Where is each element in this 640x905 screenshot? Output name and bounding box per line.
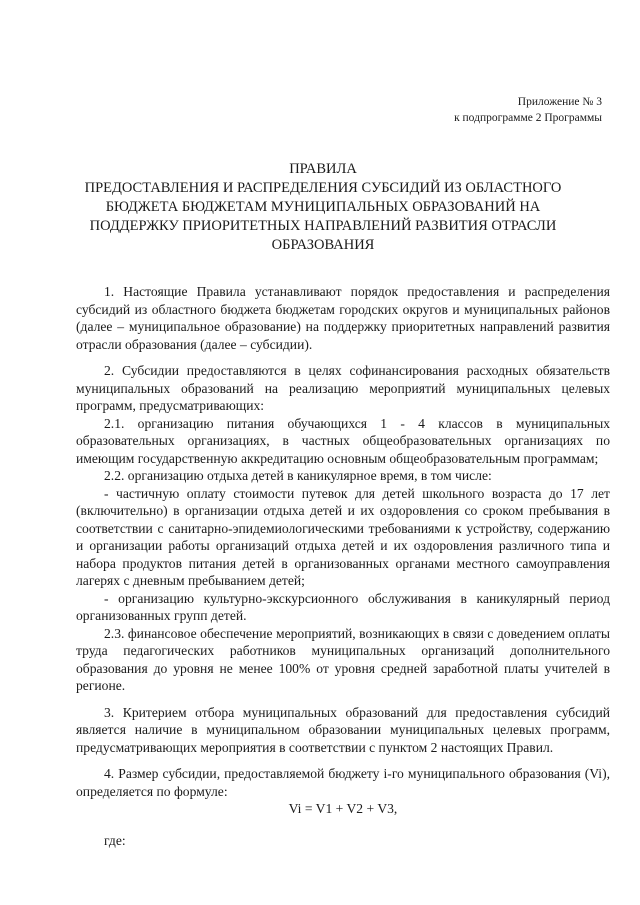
document-title: [80, 160, 566, 255]
appendix-reference: [454, 94, 602, 126]
paragraph-3: 3. Критерием отбора муниципальных образований для предоставления субсидий является наличие в муниципальном образовании муниципальных целевых программ, предусматривающих мероприятия в соответствии с пунктом 2 настоящих Правил.: [76, 704, 610, 755]
subsidy-formula: Vi = V1 + V2 + V3,: [288, 801, 398, 816]
paragraph-2-2-item-1: - частичную оплату стоимости путевок для детей школьного возраста до 17 лет (включительно) в организации отдыха детей и их оздоровления со сроком пребывания в соответствии с санитарно-эпидемиологическими требованиями к устройству, содержанию и организации работы организаций отдыха детей и их оздоровления различного типа и набора продуктов питания детей в организованных органами местного самоуправления лагерях с дневным пребыванием детей;: [76, 485, 610, 588]
paragraph-2-1: 2.1. организацию питания обучающихся 1 - 4 классов в муниципальных образовательных организациях, в частных общеобразовательных организациях по имеющим государственную аккредитацию основным общеобразовательным программам;: [76, 415, 610, 466]
paragraph-2-2-item-2: - организацию культурно-экскурсионного обслуживания в каникулярный период организованных групп детей.: [76, 590, 610, 623]
title-heading: ПРАВИЛА: [289, 161, 357, 177]
paragraph-1: 1. Настоящие Правила устанавливают порядок предоставления и распределения субсидий из областного бюджета бюджетам городских округов и муниципальных районов (далее – муниципальное образование) на поддержку приоритетных направлений развития отрасли образования (далее – субсидии).: [76, 284, 610, 352]
appendix-subprogram: к подпрограмме 2 Программы: [454, 112, 602, 124]
document-body: [76, 283, 610, 849]
appendix-number: Приложение № 3: [517, 96, 602, 108]
paragraph-2-3: 2.3. финансовое обеспечение мероприятий, возникающих в связи с доведением оплаты труда педагогических работников муниципальных организаций дополнительного образования до уровня не менее 100% от уровня средней заработной платы учителей в регионе.: [76, 625, 610, 693]
paragraph-2: 2. Субсидии предоставляются в целях софинансирования расходных обязательств муниципальных образований на реализацию мероприятий муниципальных целевых программ, предусматривающих:: [76, 363, 610, 413]
paragraph-4: 4. Размер субсидии, предоставляемой бюджету i-го муниципального образования (Vi), определяется по формуле:: [76, 766, 610, 799]
title-subtitle: ПРЕДОСТАВЛЕНИЯ И РАСПРЕДЕЛЕНИЯ СУБСИДИЙ ИЗ ОБЛАСТНОГО БЮДЖЕТА БЮДЖЕТАМ МУНИЦИПАЛЬНЫХ ОБРАЗОВАНИЙ НА ПОДДЕРЖКУ ПРИОРИТЕТНЫХ НАПРАВЛЕНИЙ РАЗВИТИЯ ОТРАСЛИ ОБРАЗОВАНИЯ: [84, 180, 562, 253]
formula-where-label: где:: [104, 832, 126, 848]
paragraph-2-2: 2.2. организацию отдыха детей в каникулярное время, в том числе:: [104, 468, 492, 483]
